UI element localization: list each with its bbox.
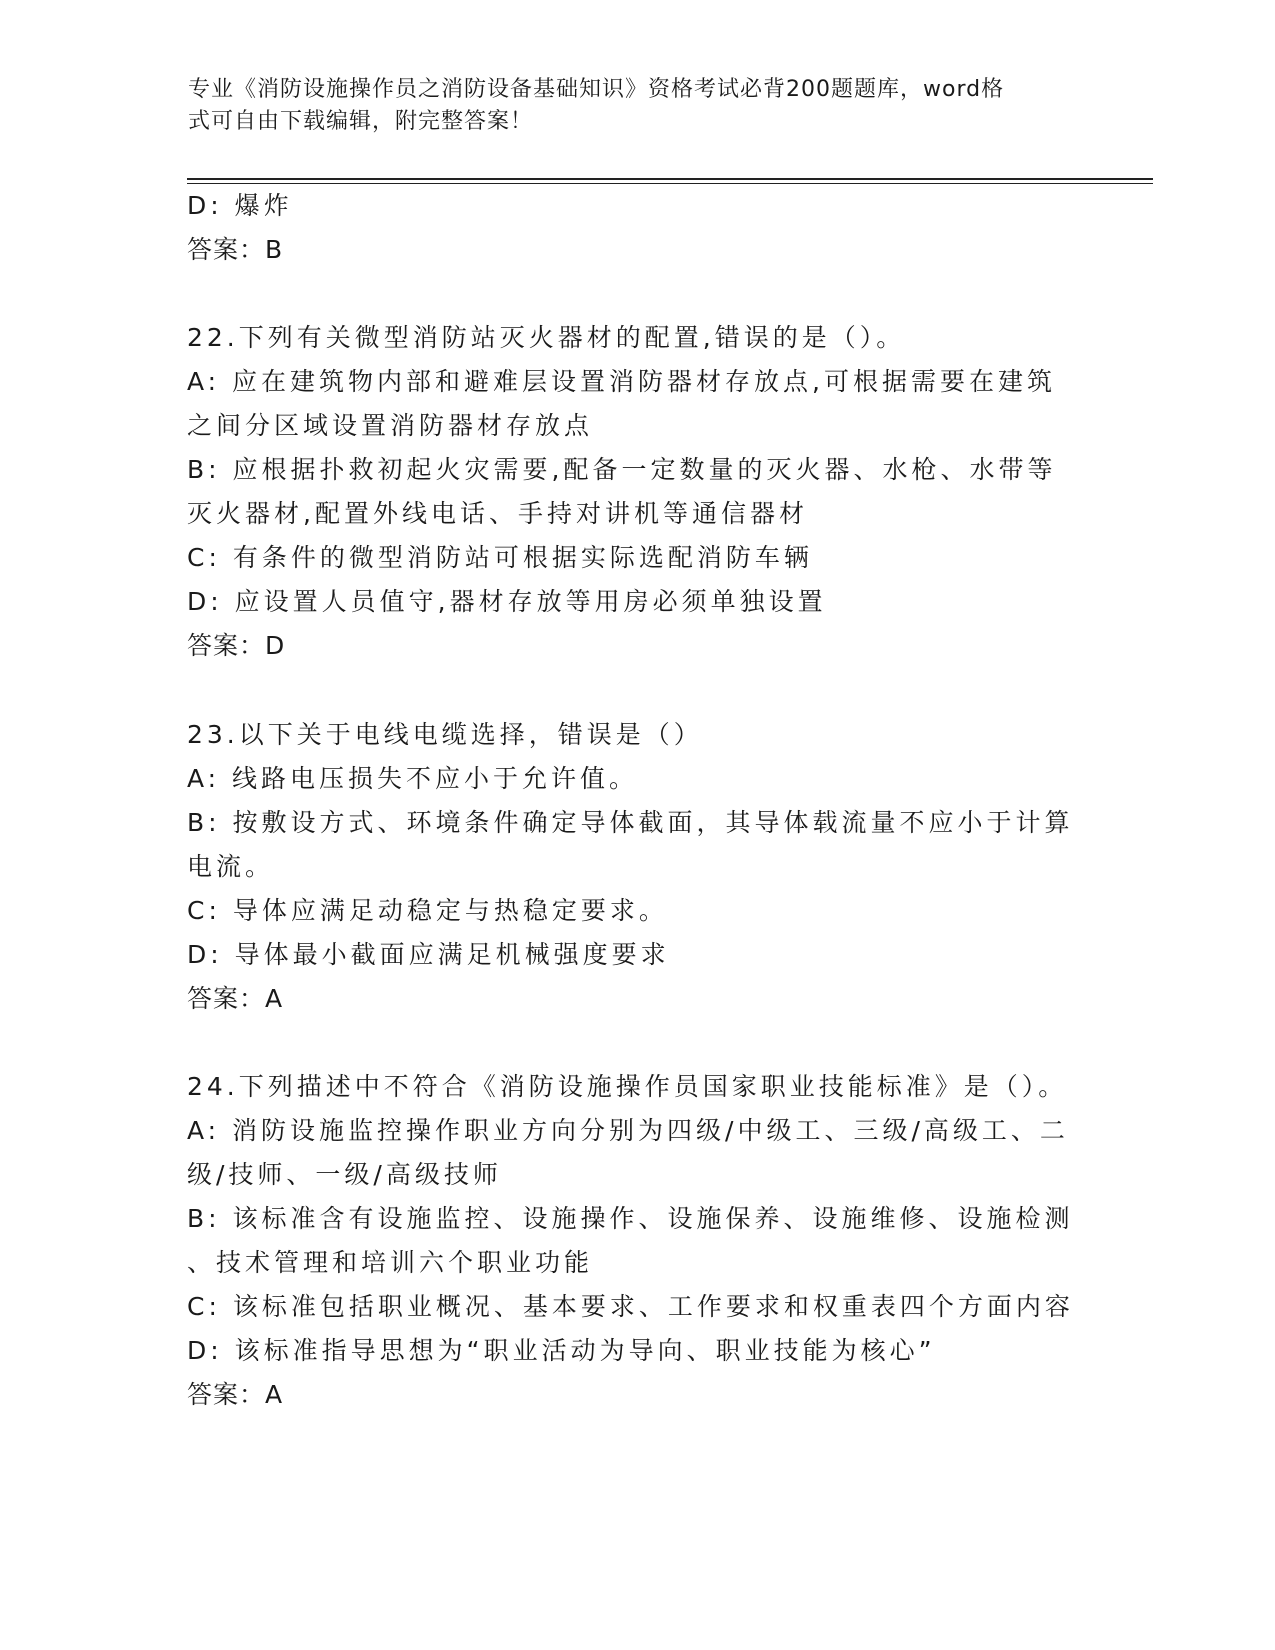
q24-option-d: D: 该标准指导思想为“职业活动为导向、职业技能为核心”: [187, 1336, 936, 1365]
q24-option-b-line1: B: 该标准含有设施监控、设施操作、设施保养、设施维修、设施检测: [187, 1204, 1074, 1233]
q22-option-a-line2: 之间分区域设置消防器材存放点: [187, 411, 594, 440]
header-rule-thin: [187, 183, 1153, 184]
q22-stem: 22.下列有关微型消防站灭火器材的配置,错误的是（）。: [187, 323, 906, 352]
header-line-1: 专业《消防设施操作员之消防设备基础知识》资格考试必背200题题库，word格: [188, 77, 1005, 102]
q23-option-d: D: 导体最小截面应满足机械强度要求: [187, 940, 670, 969]
q23-option-a: A: 线路电压损失不应小于允许值。: [187, 764, 639, 793]
q22-option-c: C: 有条件的微型消防站可根据实际选配消防车辆: [187, 543, 813, 572]
q24-stem: 24.下列描述中不符合《消防设施操作员国家职业技能标准》是（）。: [187, 1072, 1068, 1101]
header-rule-thick: [187, 178, 1153, 180]
q23-option-c: C: 导体应满足动稳定与热稳定要求。: [187, 896, 668, 925]
q24-option-b-line2: 、技术管理和培训六个职业功能: [187, 1248, 594, 1277]
document-header: [188, 74, 1068, 138]
q23-option-b-line1: B: 按敷设方式、环境条件确定导体截面，其导体载流量不应小于计算: [187, 808, 1074, 837]
q23-answer: 答案：A: [187, 984, 284, 1013]
q22-option-b-line1: B: 应根据扑救初起火灾需要,配备一定数量的灭火器、水枪、水带等: [187, 455, 1057, 484]
q22-option-b-line2: 灭火器材,配置外线电话、手持对讲机等通信器材: [187, 499, 808, 528]
q23-option-b-line2: 电流。: [187, 852, 275, 881]
q24-option-c: C: 该标准包括职业概况、基本要求、工作要求和权重表四个方面内容: [187, 1292, 1074, 1321]
q22-option-d: D: 应设置人员值守,器材存放等用房必须单独设置: [187, 587, 827, 616]
q22-answer: 答案：D: [187, 631, 286, 660]
q23-stem: 23.以下关于电线电缆选择，错误是（）: [187, 720, 703, 749]
prev-answer: 答案：B: [187, 235, 284, 264]
q24-option-a-line1: A: 消防设施监控操作职业方向分别为四级/中级工、三级/高级工、二: [187, 1116, 1069, 1145]
q22-option-a-line1: A: 应在建筑物内部和避难层设置消防器材存放点,可根据需要在建筑: [187, 367, 1056, 396]
header-line-2: 式可自由下载编辑，附完整答案！: [188, 109, 534, 134]
prev-option-d: D: 爆炸: [187, 191, 293, 220]
q24-answer: 答案：A: [187, 1380, 284, 1409]
q24-option-a-line2: 级/技师、一级/高级技师: [187, 1160, 502, 1189]
